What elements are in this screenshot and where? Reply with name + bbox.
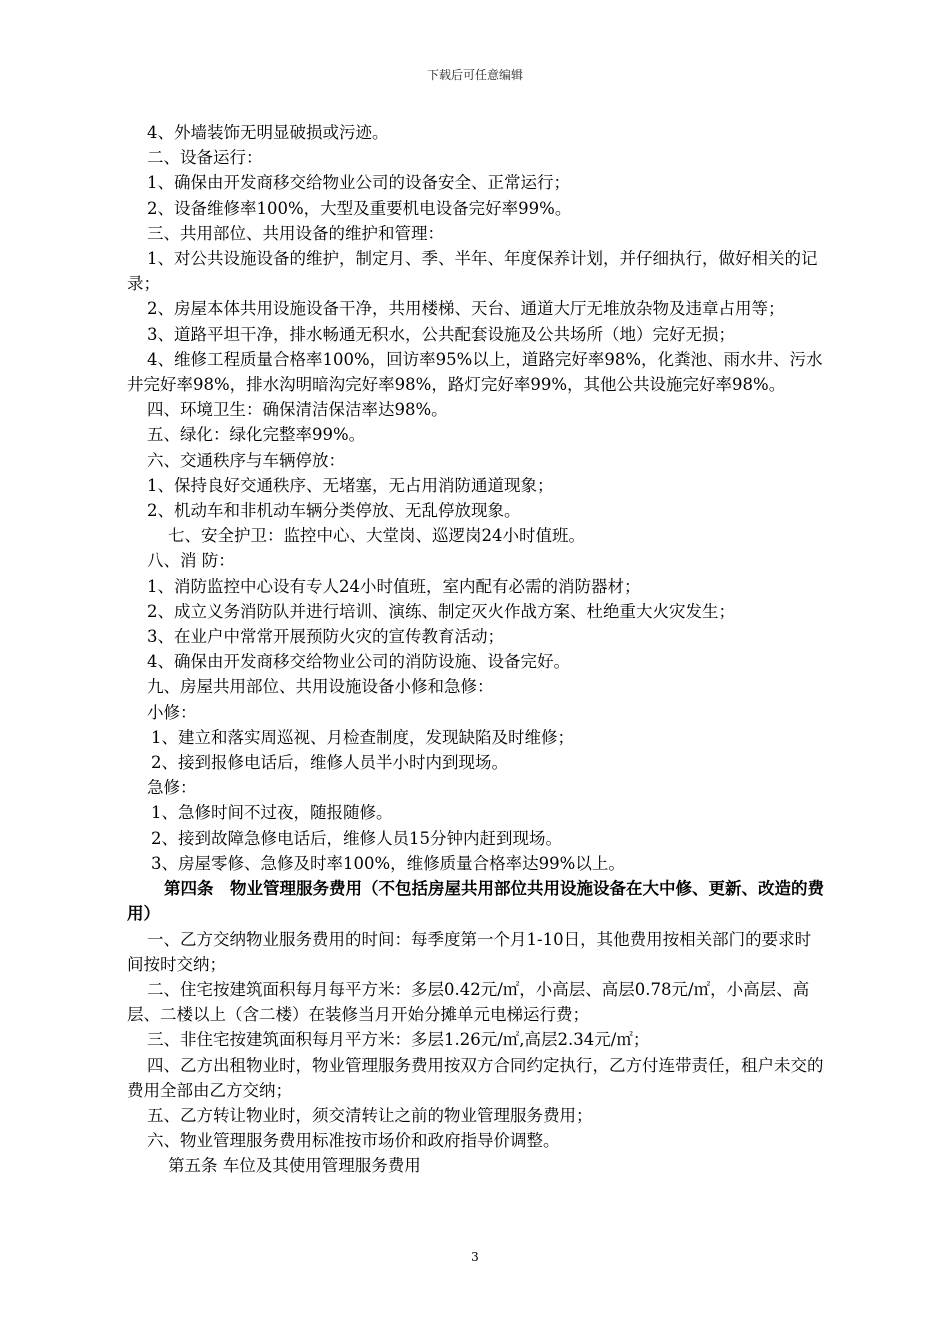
section-heading: 八、消 防：	[147, 551, 235, 571]
text-line: 3、在业户中常常开展预防火灾的宣传教育活动；	[147, 627, 504, 647]
text-line: 1、消防监控中心设有专人24小时值班，室内配有必需的消防器材；	[147, 576, 641, 596]
text-line: 2、接到报修电话后，维修人员半小时内到现场。	[151, 753, 508, 773]
text-line: 1、确保由开发商移交给物业公司的设备安全、正常运行；	[147, 173, 570, 193]
text-line: 2、设备维修率100%，大型及重要机电设备完好率99%。	[147, 198, 572, 218]
section-heading: 九、房屋共用部位、共用设施设备小修和急修：	[147, 677, 494, 697]
article-heading: 第四条 物业管理服务费用（不包括房屋共用部位共用设施设备在大中修、更新、改造的费用）	[127, 879, 824, 924]
sub-heading: 急修：	[147, 778, 197, 798]
page-number: 3	[471, 1250, 479, 1264]
paragraph: 二、住宅按建筑面积每月每平方米：多层0.42元/㎡，小高层、高层0.78元/㎡，小高层、高层、二楼以上（含二楼）在装修当月开始分摊单元电梯运行费；	[127, 979, 810, 1025]
page-header: 下载后可任意编辑	[426, 68, 523, 82]
paragraph: 四、乙方出租物业时，物业管理服务费用按双方合同约定执行，乙方付连带责任，租户未交的费用全部由乙方交纳；	[127, 1055, 824, 1100]
text-line: 1、建立和落实周巡视、月检查制度，发现缺陷及时维修；	[151, 727, 574, 747]
paragraph: 1、对公共设施设备的维护，制定月、季、半年、年度保养计划，并仔细执行，做好相关的记录；	[127, 249, 818, 294]
text-line: 2、成立义务消防队并进行培训、演练、制定灭火作战方案、杜绝重大火灾发生；	[147, 601, 735, 621]
section-heading: 六、交通秩序与车辆停放：	[147, 450, 345, 470]
paragraph: 4、维修工程质量合格率100%，回访率95%以上，道路完好率98%，化粪池、雨水井、污水井完好率98%，排水沟明暗沟完好率98%，路灯完好率99%，其他公共设施完好率98%。	[127, 349, 823, 395]
paragraph: 一、乙方交纳物业服务费用的时间：每季度第一个月1-10日，其他费用按相关部门的要求时间按时交纳；	[127, 929, 812, 974]
text-line: 三、非住宅按建筑面积每月平方米：多层1.26元/㎡,高层2.34元/㎡；	[147, 1030, 650, 1050]
section-heading: 五、绿化：绿化完整率99%。	[147, 425, 366, 445]
paragraph: 2、房屋本体共用设施设备干净，共用楼梯、天台、通道大厅无堆放杂物及违章占用等；	[147, 299, 785, 319]
section-heading: 二、设备运行：	[147, 148, 263, 168]
sub-heading: 小修：	[147, 702, 197, 722]
text-line: 2、机动车和非机动车辆分类停放、无乱停放现象。	[147, 501, 521, 521]
article-heading: 第五条 车位及其使用管理服务费用	[168, 1156, 421, 1176]
section-heading: 七、安全护卫：监控中心、大堂岗、巡逻岗24小时值班。	[168, 526, 585, 546]
text-line: 4、确保由开发商移交给物业公司的消防设施、设备完好。	[147, 652, 570, 672]
text-line: 六、物业管理服务费用标准按市场价和政府指导价调整。	[147, 1131, 560, 1151]
text-line: 1、急修时间不过夜，随报随修。	[151, 803, 393, 823]
section-heading: 三、共用部位、共用设备的维护和管理：	[147, 223, 444, 243]
document-body	[127, 120, 827, 1179]
text-line: 2、接到故障急修电话后，维修人员15分钟内赶到现场。	[151, 828, 562, 848]
text-line: 3、道路平坦干净，排水畅通无积水，公共配套设施及公共场所（地）完好无损；	[147, 324, 735, 344]
text-line: 3、房屋零修、急修及时率100%，维修质量合格率达99%以上。	[151, 853, 625, 873]
text-line: 1、保持良好交通秩序、无堵塞，无占用消防通道现象；	[147, 475, 554, 495]
section-heading: 四、环境卫生：确保清洁保洁率达98%。	[147, 400, 448, 420]
text-line: 4、外墙装饰无明显破损或污迹。	[147, 123, 389, 142]
text-line: 五、乙方转让物业时，须交清转让之前的物业管理服务费用；	[147, 1105, 593, 1125]
